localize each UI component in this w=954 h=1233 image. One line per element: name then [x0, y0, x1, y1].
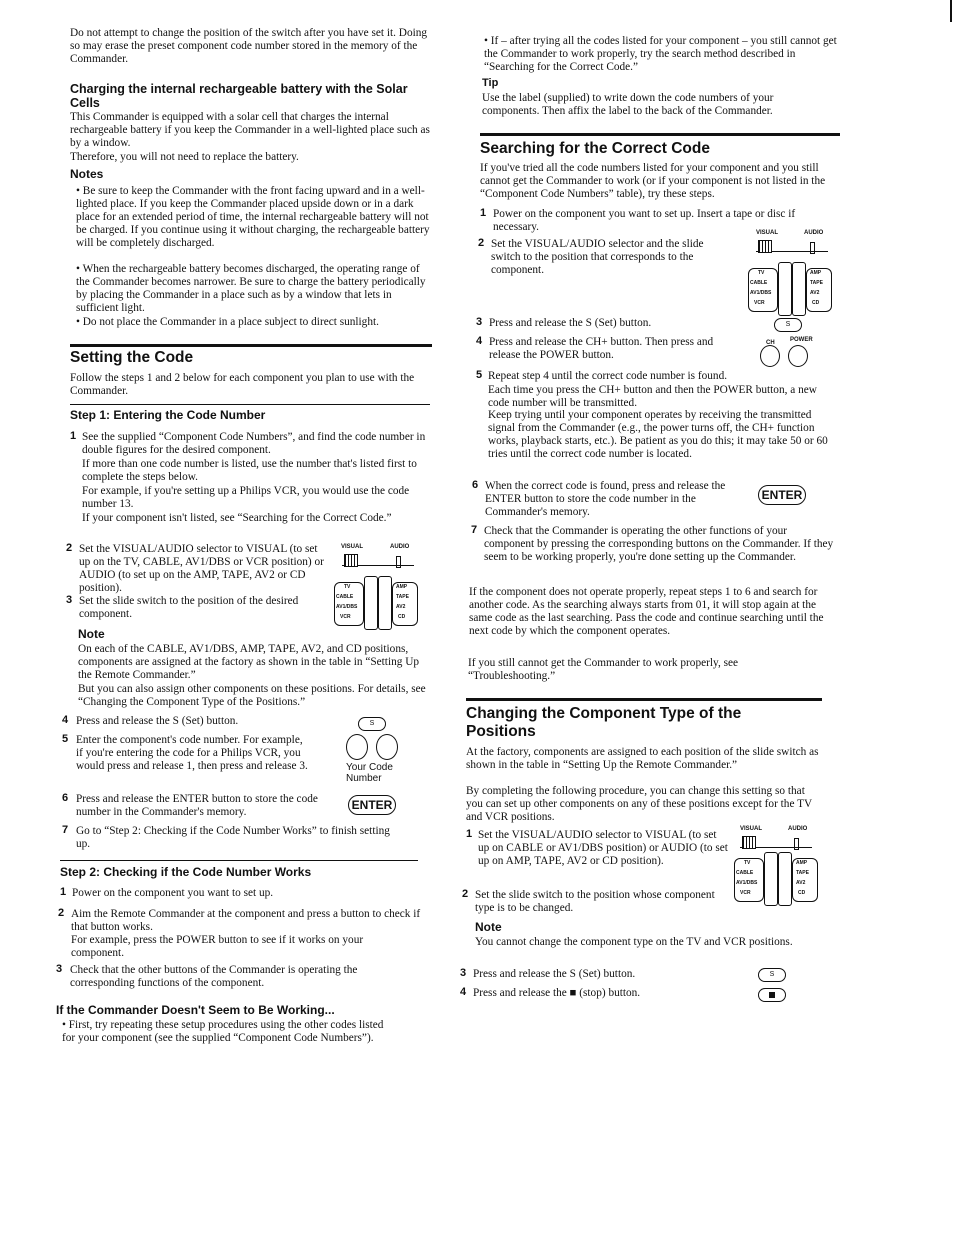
- step-number: 3: [476, 316, 483, 328]
- search-paragraph-1: If the component does not operate properly, repeat steps 1 to 6 and search for another code. As the searching always starts from 01, it will stop again at the same code as the last searching. Pass the code and continue searching until the next code by which the component operates.: [469, 586, 824, 637]
- change-note-heading: Note: [475, 920, 502, 934]
- search-intro: If you've tried all the code numbers listed for your component and you still cannot get the Commander to work (or if your component is not listed in the “Component Code Numbers” table), try these steps.: [480, 162, 826, 200]
- step1-item3: Set the slide switch to the position of the desired component.: [79, 595, 299, 620]
- audio-label: AUDIO: [804, 230, 824, 236]
- audio-label: AUDIO: [390, 544, 410, 550]
- step1-note: On each of the CABLE, AV1/DBS, AMP, TAPE, AV2, and CD positions, components are assigned at the factory as shown in the table in “Setting Up the Remote Commander.”: [78, 643, 420, 681]
- step-number: 3: [66, 594, 73, 606]
- step1-item6: Press and release the ENTER button to store the code number in the Commander's memory.: [76, 793, 318, 818]
- search-item5: Repeat step 4 until the correct code number is found.: [488, 370, 728, 382]
- change-note: You cannot change the component type on the TV and VCR positions.: [475, 936, 793, 948]
- step1-item5: Enter the component's code number. For example, if you're entering the code for a Philips VCR, you would press and release 1, then press and release 3.: [76, 734, 308, 772]
- step2-item2: Aim the Remote Commander at the component and press a button to check if that button works.: [71, 908, 421, 933]
- step1-item2: Set the VISUAL/AUDIO selector to VISUAL (to set up on the TV, CABLE, AV1/DBS or VCR position) or AUDIO (to set up on the AMP, TAPE, AV2 or CD position).: [79, 543, 324, 594]
- step2-heading: Step 2: Checking if the Code Number Works: [60, 865, 312, 879]
- section-rule: [480, 133, 840, 136]
- notes-heading: Notes: [70, 167, 104, 181]
- search-item5c: Keep trying until your component operates by receiving the transmitted signal from the Commander (e.g., the power turns off, the CH+ function works, playback starts, etc.). Be patient as you do this; it may take 50 or 60 tries until the correct code number is located.: [488, 409, 828, 460]
- doesnt-work-2: • If – after trying all the codes listed for your component – you still cannot get the Commander to work properly, try the search method described in “Searching for the Correct Code.”: [484, 35, 837, 73]
- set-button-icon: S: [774, 318, 802, 332]
- step2-item2b: For example, press the POWER button to see if it works on your component.: [71, 934, 364, 959]
- step-number: 5: [476, 369, 483, 381]
- intro-paragraph: Do not attempt to change the position of the switch after you have set it. Doing so may erase the preset component code number stored in the memory of the Commander.: [70, 27, 428, 65]
- step2-item1: Power on the component you want to set up.: [72, 887, 274, 899]
- subsection-rule: [70, 404, 430, 405]
- step-number: 6: [472, 479, 479, 491]
- selector-tick: [396, 556, 401, 568]
- step2-item3: Check that the other buttons of the Commander is operating the corresponding functions of the component.: [70, 964, 358, 989]
- number-button-icon: [376, 734, 398, 760]
- search-item4: Press and release the CH+ button. Then press and release the POWER button.: [489, 336, 714, 361]
- step-number: 7: [471, 524, 478, 536]
- step-number: 4: [460, 986, 467, 998]
- change-item2: Set the slide switch to the position whose component type is to be changed.: [475, 889, 715, 914]
- visual-label: VISUAL: [341, 544, 364, 550]
- page-edge-mark: [950, 0, 952, 22]
- step1-item1: See the supplied “Component Code Numbers”, and find the code number in double figures for the desired component.: [82, 431, 426, 456]
- doesnt-work-heading: If the Commander Doesn't Seem to Be Working...: [56, 1003, 335, 1017]
- your-code-number-label: Your Code Number: [346, 762, 393, 784]
- note-1: • Be sure to keep the Commander with the front facing upward and in a well-lighted place. If you keep the Commander placed upside down or in a dark place for an extended period of time, the internal rechargeable battery will not be charged. If you continue using it without charging, the rechargeable battery will be completely discharged.: [76, 185, 430, 249]
- search-item1: Power on the component you want to set up. Insert a tape or disc if necessary.: [493, 208, 796, 233]
- subsection-rule: [60, 860, 418, 861]
- audio-label: AUDIO: [788, 826, 808, 832]
- search-item2: Set the VISUAL/AUDIO selector and the slide switch to the position that corresponds to the component.: [491, 238, 704, 276]
- step1-item7: Go to “Step 2: Checking if the Code Number Works” to finish setting up.: [76, 825, 390, 850]
- step-number: 3: [56, 963, 63, 975]
- visual-label: VISUAL: [756, 230, 779, 236]
- step1-item1d: If your component isn't listed, see “Searching for the Correct Code.”: [82, 512, 392, 524]
- search-paragraph-2: If you still cannot get the Commander to work properly, see “Troubleshooting.”: [468, 657, 739, 682]
- step1-item1c: For example, if you're setting up a Philips VCR, you would use the code number 13.: [82, 485, 410, 510]
- search-item7: Check that the Commander is operating the other functions of your component by pressing the corresponding buttons on the Commander. If they seem to be working properly, you're done setting up the Commander.: [484, 525, 834, 563]
- position-switch-diagram[interactable]: TV CABLE AV1/DBS VCR AMP TAPE AV2 CD: [334, 576, 418, 630]
- section-rule: [466, 698, 822, 701]
- step-number: 3: [460, 967, 467, 979]
- note-2: • When the rechargeable battery becomes discharged, the operating range of the Commander becomes narrower. Be sure to charge the battery periodically by placing the Commander in a place such as by a window that lets in sufficient light.: [76, 263, 426, 314]
- change-paragraph-1: At the factory, components are assigned to each position of the slide switch as shown in the table in “Setting Up the Remote Commander.”: [466, 746, 819, 771]
- setting-heading: Setting the Code: [70, 349, 194, 366]
- step-number: 4: [476, 335, 483, 347]
- enter-button-icon: ENTER: [758, 485, 806, 505]
- change-item3: Press and release the S (Set) button.: [473, 968, 636, 980]
- step1-item1b: If more than one code number is listed, use the number that's listed first to complete the steps below.: [82, 458, 417, 483]
- selector-knob: [742, 836, 756, 849]
- position-switch-diagram[interactable]: TV CABLE AV1/DBS VCR AMP TAPE AV2 CD: [734, 852, 818, 906]
- ch-label: CH: [766, 340, 775, 346]
- change-paragraph-2: By completing the following procedure, you can change this setting so that you can set up other components on any of these positions except for the TV and VCR positions.: [466, 785, 812, 823]
- charging-heading: Charging the internal rechargeable battery with the Solar Cells: [70, 82, 408, 110]
- change-item4: Press and release the ■ (stop) button.: [473, 987, 641, 999]
- selector-tick: [810, 242, 815, 254]
- set-button-icon: S: [758, 968, 786, 982]
- tip-text: Use the label (supplied) to write down the code numbers of your components. Then affix the label to the back of the Commander.: [482, 92, 774, 117]
- section-rule: [70, 344, 432, 347]
- step1-note-2: But you can also assign other components on these positions. For details, see “Changing the Component Type of the Positions.”: [78, 683, 426, 708]
- visual-label: VISUAL: [740, 826, 763, 832]
- stop-button-icon: [758, 988, 786, 1002]
- enter-button-icon: ENTER: [348, 795, 396, 815]
- change-item1: Set the VISUAL/AUDIO selector to VISUAL (to set up on CABLE or AV1/DBS position) or AUDIO (to set up on AMP, TAPE, AV2 or CD position).: [478, 829, 728, 867]
- step1-note-heading: Note: [78, 627, 105, 641]
- step1-heading: Step 1: Entering the Code Number: [70, 408, 266, 422]
- power-label: POWER: [790, 337, 813, 343]
- number-button-icon: [346, 734, 368, 760]
- search-item3: Press and release the S (Set) button.: [489, 317, 652, 329]
- step-number: 2: [66, 542, 73, 554]
- tip-heading: Tip: [482, 77, 499, 89]
- selector-knob: [344, 554, 358, 567]
- search-item6: When the correct code is found, press and release the ENTER button to store the code number in the Commander's memory.: [485, 480, 726, 518]
- change-heading: Changing the Component Type of the Positions: [466, 705, 742, 740]
- ch-plus-icon: [760, 345, 780, 367]
- position-switch-diagram[interactable]: TV CABLE AV1/DBS VCR AMP TAPE AV2 CD: [748, 262, 832, 316]
- power-button-icon: [788, 345, 808, 367]
- step-number: 1: [70, 430, 77, 442]
- selector-knob: [758, 240, 772, 253]
- set-button-icon: S: [358, 717, 386, 731]
- step-number: 1: [466, 828, 473, 840]
- step-number: 1: [60, 886, 67, 898]
- charging-text-2: Therefore, you will not need to replace the battery.: [70, 151, 299, 163]
- search-heading: Searching for the Correct Code: [480, 140, 710, 157]
- step-number: 7: [62, 824, 69, 836]
- step-number: 4: [62, 714, 69, 726]
- note-3: • Do not place the Commander in a place subject to direct sunlight.: [76, 316, 379, 328]
- selector-tick: [794, 838, 799, 850]
- step-number: 1: [480, 207, 487, 219]
- step-number: 2: [478, 237, 485, 249]
- setting-intro: Follow the steps 1 and 2 below for each component you plan to use with the Commander.: [70, 372, 415, 397]
- step-number: 2: [462, 888, 469, 900]
- search-item5b: Each time you press the CH+ button and then the POWER button, a new code number will be transmitted.: [488, 384, 817, 409]
- doesnt-work-1: • First, try repeating these setup procedures using the other codes listed for your component (see the supplied “Component Code Numbers”).: [62, 1019, 384, 1044]
- step1-item4: Press and release the S (Set) button.: [76, 715, 239, 727]
- charging-text: This Commander is equipped with a solar cell that charges the internal rechargeable battery if you keep the Commander in a well-lighted place such as by a window.: [70, 111, 430, 149]
- step-number: 6: [62, 792, 69, 804]
- step-number: 5: [62, 733, 69, 745]
- step-number: 2: [58, 907, 65, 919]
